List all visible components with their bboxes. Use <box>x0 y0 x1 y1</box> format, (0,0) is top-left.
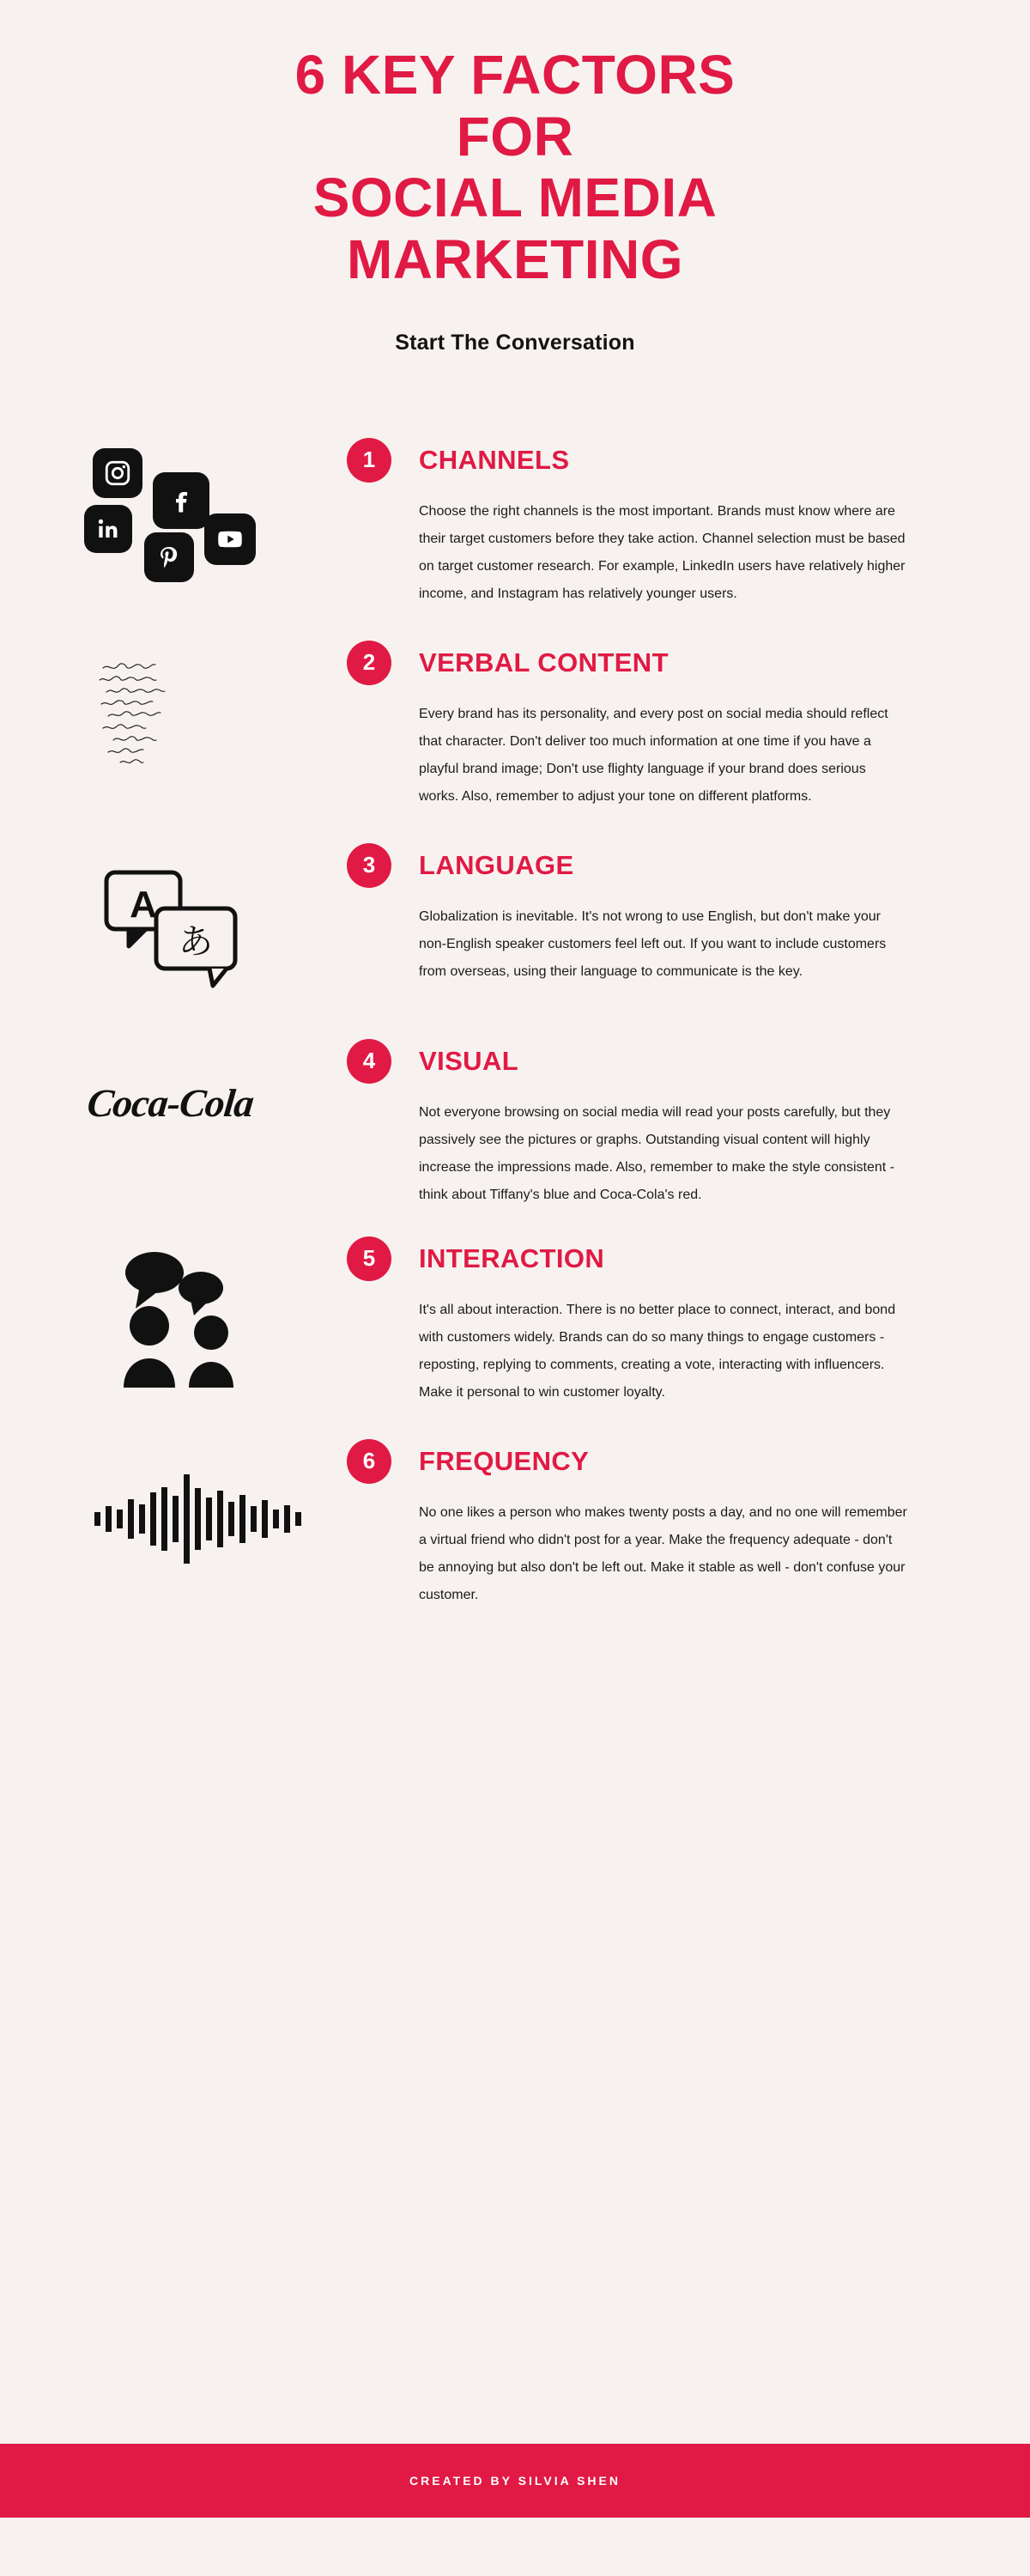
section-title: CHANNELS <box>419 444 570 475</box>
section-icon-language <box>52 843 360 1006</box>
section-visual <box>52 1039 978 1209</box>
section-icon-interaction <box>52 1236 360 1400</box>
translation-bubbles-icon <box>100 864 271 993</box>
section-heading-row <box>360 1236 927 1281</box>
instagram-icon <box>93 448 142 498</box>
section-body: Globalization is inevitable. It's not wrong to use English, but don't make your non-English speaker customers feel left out. If you want to include customers from overseas, using their language to communicate is the key. <box>419 908 887 979</box>
language-left-letter: A <box>130 883 157 926</box>
section-frequency <box>52 1439 978 1609</box>
section-text-language <box>360 843 978 986</box>
section-body: Choose the right channels is the most important. Brands must know where are their target customers before they take action. Channel selection must be based on target customer research. For example, LinkedIn users have relatively higher income, and Instagram has relatively younger users. <box>419 503 906 601</box>
sections-list <box>0 438 1030 1609</box>
section-number-badge: 1 <box>347 438 391 483</box>
coca-cola-logo: Coca-Cola <box>85 1080 256 1125</box>
section-interaction <box>52 1236 978 1406</box>
section-title: FREQUENCY <box>419 1445 590 1476</box>
title-line-2: FOR <box>456 105 574 167</box>
section-title: LANGUAGE <box>419 849 574 880</box>
section-language <box>52 843 978 1006</box>
section-body: Not everyone browsing on social media will read your posts carefully, but they passively see the pictures or graphs. Outstanding visual content will highly increase the impressions made. Also, remember to make the style consistent - think about Tiffany's blue and Coca-Cola's red. <box>419 1104 895 1202</box>
title-line-1: 6 KEY FACTORS <box>294 44 736 106</box>
section-text-interaction <box>360 1236 978 1406</box>
header <box>0 0 1030 355</box>
section-title: VISUAL <box>419 1045 519 1076</box>
section-icon-verbal-content <box>52 641 360 804</box>
section-body: It's all about interaction. There is no better place to connect, interact, and bond with customers widely. Brands can do so many things to engage customers - reposting, replying to comments, creating a vote, interacting with influencers. Make it personal to win customer loyalty. <box>419 1302 896 1400</box>
footer-bar <box>0 2444 1030 2518</box>
section-icon-visual <box>52 1039 360 1202</box>
section-heading-row <box>360 843 927 888</box>
section-body: No one likes a person who makes twenty posts a day, and no one will remember a virtual friend who didn't post for a year. Make the frequency adequate - don't be annoying but also don't be left out. Make it stable as well - don't confuse your customer. <box>419 1504 907 1602</box>
section-number-badge: 5 <box>347 1236 391 1281</box>
section-verbal-content <box>52 641 978 811</box>
page-title <box>129 45 901 291</box>
section-text-verbal-content <box>360 641 978 811</box>
pinterest-icon <box>144 532 194 582</box>
handwriting-icon <box>94 656 283 776</box>
page-subtitle: Start The Conversation <box>395 330 635 355</box>
section-text-frequency <box>360 1439 978 1609</box>
section-icon-frequency <box>52 1439 360 1602</box>
section-heading-row <box>360 438 927 483</box>
section-heading-row <box>360 1039 927 1084</box>
section-text-visual <box>360 1039 978 1209</box>
section-number-badge: 6 <box>347 1439 391 1484</box>
section-body: Every brand has its personality, and every post on social media should reflect that character. Don't deliver too much information at one time if you have a playful brand image; Don't use flighty language if your brand does serious works. Also, remember to adjust your tone on different platforms. <box>419 706 888 804</box>
section-number-badge: 3 <box>347 843 391 888</box>
youtube-icon <box>204 513 256 565</box>
footer-credit: CREATED BY SILVIA SHEN <box>409 2474 621 2488</box>
people-talking-icon <box>105 1243 285 1398</box>
section-channels <box>52 438 978 608</box>
title-line-4: MARKETING <box>346 228 684 291</box>
audio-waveform-icon <box>94 1472 306 1566</box>
section-heading-row <box>360 641 927 685</box>
section-title: VERBAL CONTENT <box>419 647 669 677</box>
linkedin-icon <box>84 505 132 553</box>
section-icon-channels <box>52 438 360 601</box>
language-right-letter: あ <box>179 921 213 962</box>
section-text-channels <box>360 438 978 608</box>
section-heading-row <box>360 1439 927 1484</box>
section-number-badge: 2 <box>347 641 391 685</box>
facebook-icon <box>153 472 209 529</box>
section-title: INTERACTION <box>419 1242 605 1273</box>
section-number-badge: 4 <box>347 1039 391 1084</box>
title-line-3: SOCIAL MEDIA <box>312 167 718 229</box>
